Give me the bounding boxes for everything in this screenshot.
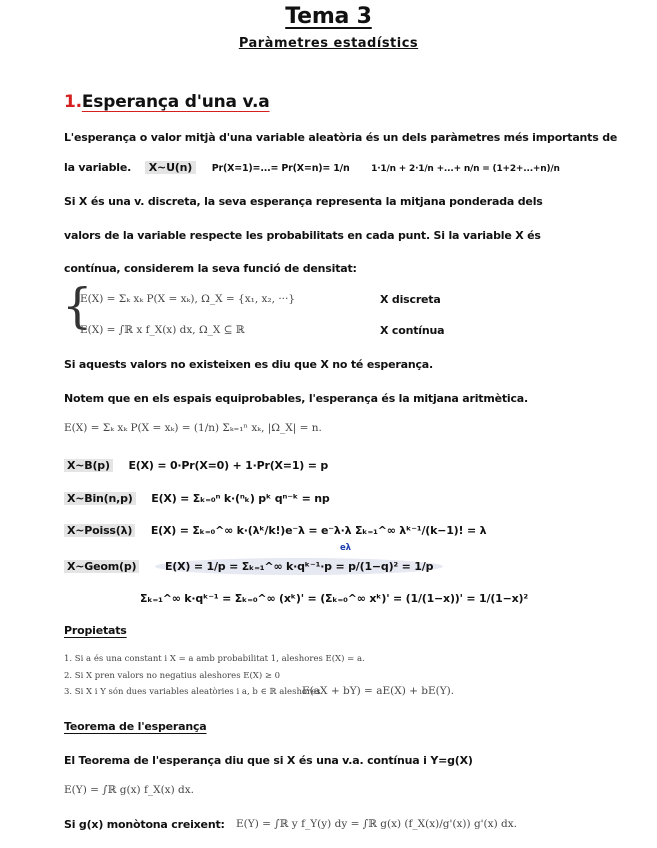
binomial-formula: E(X) = Σₖ₌₀ⁿ k·(ⁿₖ) pᵏ qⁿ⁻ᵏ = np: [151, 492, 330, 505]
discrete-note: X discreta: [380, 293, 441, 306]
poisson-blue-annotation: eλ: [340, 543, 351, 553]
discrete-line-3: contínua, considerem la seva funció de densitat:: [64, 262, 357, 275]
discrete-line-1: Si X és una v. discreta, la seva esperança representa la mitjana ponderada dels: [64, 195, 543, 208]
monotone-formula: E(Y) = ∫ℝ y f_Y(y) dy = ∫ℝ g(x) (f_X(x)/g'(x)) g'(x) dx.: [236, 818, 517, 830]
properties-heading: Propietats: [64, 624, 127, 637]
bernoulli-formula: E(X) = 0·Pr(X=0) + 1·Pr(X=1) = p: [128, 459, 329, 472]
property-1: 1. Si a és una constant i X = a amb probabilitat 1, aleshores E(X) = a.: [64, 654, 365, 664]
property-3: 3. Si X i Y són dues variables aleatòries i a, b ∈ ℝ aleshores: [64, 687, 321, 697]
linearity-formula: E(aX + bY) = aE(X) + bE(Y).: [302, 685, 455, 697]
uniform-prob: Pr(X=1)=...= Pr(X=n)= 1/n: [211, 163, 350, 174]
section-title: Esperança d'una v.a: [81, 92, 270, 112]
intro-text: la variable.: [64, 161, 132, 174]
poisson-label: X~Poiss(λ): [64, 524, 135, 537]
uniform-label: X~U(n): [145, 161, 196, 174]
expectation-continuous-formula: E(X) = ∫ℝ x f_X(x) dx, Ω_X ⊆ ℝ: [80, 324, 245, 336]
section-heading: [64, 92, 270, 112]
example-poisson: [64, 524, 486, 537]
continuous-note: X contínua: [380, 324, 445, 337]
monotone-text: Si g(x) monòtona creixent:: [64, 818, 225, 831]
geometric-label: X~Geom(p): [64, 560, 139, 573]
intro-line-2: [64, 161, 560, 174]
geometric-formula: E(X) = 1/p = Σₖ₌₁^∞ k·qᵏ⁻¹·p = p/(1−q)² = 1/p: [155, 558, 443, 575]
equiprobable-note: Notem que en els espais equiprobables, l'esperança és la mitjana aritmètica.: [64, 392, 529, 405]
theorem-text: El Teorema de l'esperança diu que si X és una v.a. contínua i Y=g(X): [64, 754, 473, 767]
discrete-line-2: valors de la variable respecte les probabilitats en cada punt. Si la variable X és: [64, 229, 541, 242]
geometric-derivation: Σₖ₌₁^∞ k·qᵏ⁻¹ = Σₖ₌₀^∞ (xᵏ)' = (Σₖ₌₀^∞ xᵏ)' = (1/(1−x))' = 1/(1−x)²: [140, 592, 528, 605]
section-number: 1.: [64, 92, 82, 112]
equiprobable-formula: E(X) = Σₖ xₖ P(X = xₖ) = (1/n) Σₖ₌₁ⁿ xₖ, |Ω_X| = n.: [64, 422, 322, 434]
theorem-formula: E(Y) = ∫ℝ g(x) f_X(x) dx.: [64, 784, 195, 796]
binomial-label: X~Bin(n,p): [64, 492, 136, 505]
bernoulli-label: X~B(p): [64, 459, 113, 472]
theorem-heading: Teorema de l'esperança: [64, 720, 207, 733]
cases-brace: {: [62, 278, 93, 334]
intro-line-1: L'esperança o valor mitjà d'una variable aleatòria és un dels paràmetres més importants de: [64, 131, 618, 144]
poisson-formula: E(X) = Σₖ₌₀^∞ k·(λᵏ/k!)e⁻λ = e⁻λ·λ Σₖ₌₁^∞ λᵏ⁻¹/(k−1)! = λ: [150, 524, 487, 537]
example-geometric: [64, 560, 443, 573]
uniform-sum: 1·1/n + 2·1/n +...+ n/n = (1+2+...+n)/n: [371, 164, 560, 174]
page-title: Tema 3: [285, 4, 372, 29]
no-expectation-note: Si aquests valors no existeixen es diu que X no té esperança.: [64, 358, 433, 371]
expectation-discrete-formula: E(X) = Σₖ xₖ P(X = xₖ), Ω_X = {x₁, x₂, ···}: [80, 293, 296, 305]
page-subtitle: Paràmetres estadístics: [238, 36, 419, 51]
property-2: 2. Si X pren valors no negatius aleshores E(X) ≥ 0: [64, 671, 281, 681]
example-binomial: [64, 492, 330, 505]
example-bernoulli: [64, 459, 328, 472]
